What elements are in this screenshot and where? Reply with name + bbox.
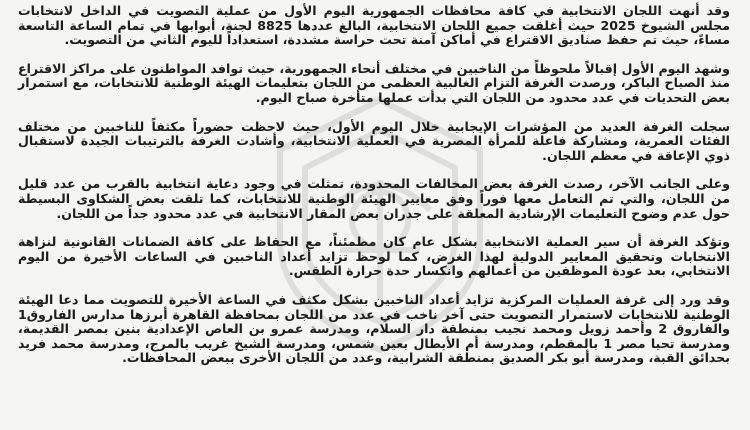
paragraph-process-assessment: وتؤكد الغرفة أن سير العملية الانتخابية بشكل عام كان مطمئناً، مع الحفاظ على كافة الضمانات القانونية لنزاهة الانتخابات وتحقيق المعايير الدولية لهذا الغرض، كما لوحظ تزايد أعداد الناخبين في الساعات الأخيرة من اليوم الانتخابي، بعد عودة الموظفين من أعمالهم وانكسار حدة حرارة الطقس. xyxy=(18,234,730,279)
paragraph-first-day-turnout: وشهد اليوم الأول إقبالاً ملحوظاً من الناخبين في مختلف أنحاء الجمهورية، حيث توافد المواطنون على مراكز الاقتراع منذ الصباح الباكر، ورصدت الغرفة التزام الغالبية العظمى من اللجان بتعليمات الهيئة الوطنية للانتخابات، مع استمرار بعض التحديات في عدد محدود من اللجان التي بدأت عملها متأخرة صباح اليوم. xyxy=(18,60,730,105)
article-body xyxy=(18,4,730,380)
paragraph-positive-indicators: سجلت الغرفة العديد من المؤشرات الإيجابية خلال اليوم الأول، حيث لاحظت حضوراً مكثفاً للناخبين من مختلف الفئات العمرية، ومشاركة فاعلة للمرأة المصرية في العملية الانتخابية، وأشادت الغرفة بالترتيبات الجيدة لاستقبال ذوي الإعاقة في معظم اللجان. xyxy=(18,118,730,163)
paragraph-extended-voting: وقد ورد إلى غرفة العمليات المركزية تزايد أعداد الناخبين بشكل مكثف في الساعة الأخيرة للتصويت مما دعا الهيئة الوطنية للانتخابات لاستمرار التصويت حتى آخر ناخب في عدد من اللجان بمحافظة القاهرة أبرزها مدارس الفاروق1 والفاروق 2 وأحمد زويل ومحمد نجيب بمنطقة دار السلام، ومدرسة عمرو بن العاص الإعدادية بنين بمصر القديمة، ومدرسة تحيا مصر 1 بالمقطم، ومدرسة أم الأبطال بعين شمس، ومدرسة الشيخ غريب بالمرج، ومدرسة محمد فريد بحدائق القبة، ومدرسة أبو بكر الصديق بمنطقة الشرابية، وعدد من اللجان الأخرى ببعض المحافظات. xyxy=(18,291,731,366)
paragraph-violations: وعلى الجانب الآخر، رصدت الغرفة بعض المخالفات المحدودة، تمثلت في وجود دعاية انتخابية بالقرب من عدد قليل من اللجان، والتي تم التعامل معها فوراً وفق معايير الهيئة الوطنية للانتخابات، كما تلقت بعض الشكاوى البسيطة حول عدم وضوح التعليمات الإرشادية المعلقة على جدران بعض المقار الانتخابية في عدد محدود جداً من اللجان. xyxy=(18,176,730,221)
paragraph-polls-closed: وقد أنهت اللجان الانتخابية في كافة محافظات الجمهورية اليوم الأول من عملية التصويت في الداخل لانتخابات مجلس الشيوخ 2025 حيث أغلقت جميع اللجان الانتخابية، البالغ عددها 8825 لجنة، أبوابها في تمام الساعة التاسعة مساءً، حيث تم حفظ صناديق الاقتراع في أماكن آمنة تحت حراسة مشددة، استعداداً لليوم الثاني من التصويت. xyxy=(18,3,731,48)
